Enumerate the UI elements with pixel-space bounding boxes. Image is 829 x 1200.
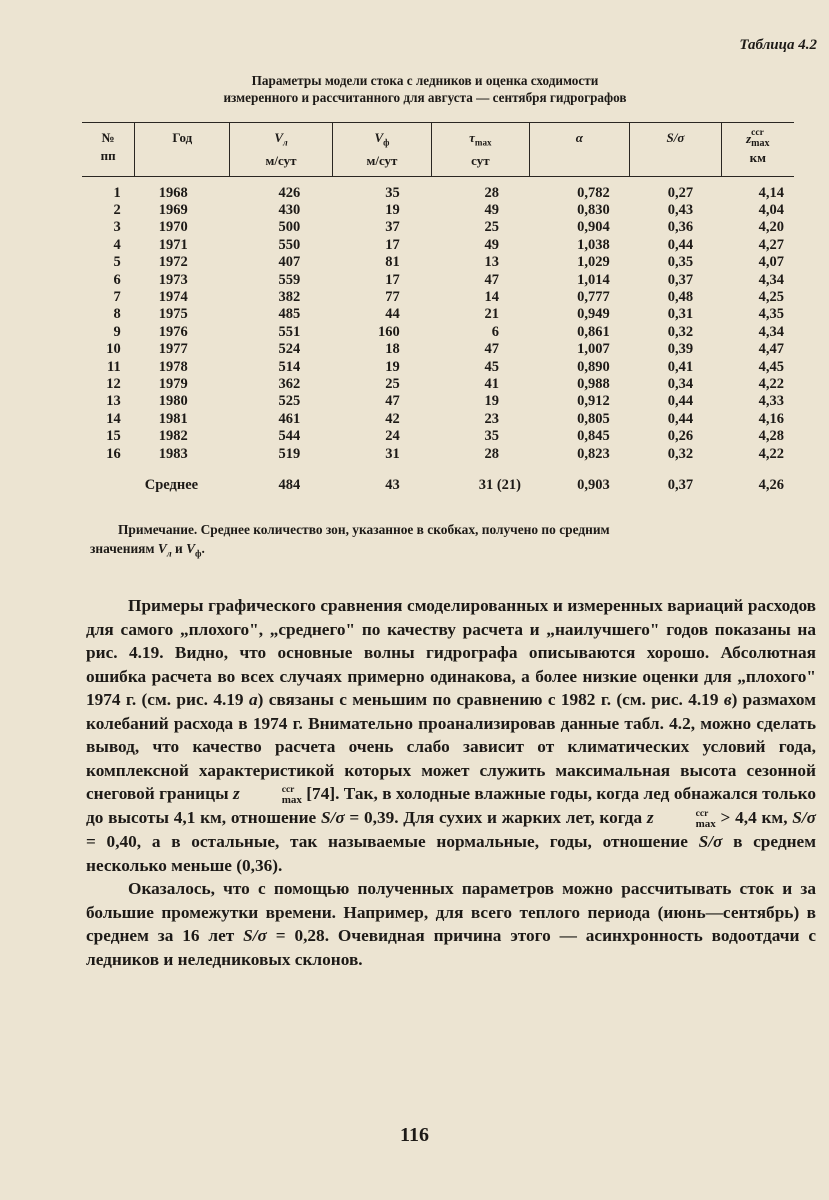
- cell-alpha: 0,890: [577, 358, 610, 375]
- cell-year: 1981: [158, 410, 188, 427]
- cell-year: 1980: [158, 393, 188, 410]
- cell-number: 3: [113, 219, 121, 236]
- cell-year: 1974: [158, 289, 188, 306]
- cell-tau-max: 47: [484, 341, 499, 358]
- table-body: [82, 176, 794, 494]
- cell-s-sigma: 0,26: [667, 428, 694, 445]
- cell-s-sigma: 0,44: [667, 393, 694, 410]
- cell-alpha: 0,830: [577, 202, 610, 218]
- cell-number: 16: [106, 445, 121, 462]
- cell-year: 1978: [158, 358, 188, 375]
- paragraph: Примеры графического сравнения смоделированных и измеренных вариаций расходов для самого „плохого", „среднего" по качеству расчета и „наилучшего" годов показаны на рис. 4.19. Видно, что основные волны гидрографа описываются хорошо. Абсолютная ошибка расчета во всех случаях примерно одинакова, а более низкие оценки для „плохого" 1974 г. (см. рис. 4.19 а) связаны с меньшим по сравнению с 1982 г. (см. рис. 4.19 в) размахом колебаний расхода в 1974 г. Внимательно проанализировав данные табл. 4.2, можно сделать вывод, что качество расчета очень слабо зависит от климатических условий года, комплексной характеристикой которых может служить максимальная высота сезонной снеговой границы z ccr max [74]. Так, в холодные влажные годы, когда лед обнажался только до высоты 4,1 км, отношение S/σ = 0,39. Для сухих и жарких лет, когда z ccr max > 4,4 км, S/σ = 0,40, а в остальные, так называемые нормальные, годы, отношение S/σ в среднем несколько меньше (0,36).: [86, 596, 817, 875]
- cell-alpha: 0,912: [577, 393, 610, 410]
- col-header-year: Год: [135, 123, 230, 177]
- cell-v-background: 35: [385, 184, 400, 201]
- cell-v-background: 47: [385, 393, 400, 410]
- cell-z-ccr-max: 4,34: [758, 271, 784, 288]
- avg-tau: 31 (21): [478, 477, 521, 494]
- cell-v-background: 17: [385, 236, 400, 253]
- cell-year: 1972: [158, 254, 188, 271]
- table-row: [82, 376, 794, 393]
- cell-number: 11: [107, 358, 121, 375]
- cell-z-ccr-max: 4,14: [758, 184, 784, 201]
- table-header-row: [82, 123, 794, 177]
- cell-tau-max: 41: [484, 376, 499, 393]
- cell-s-sigma: 0,35: [667, 254, 694, 271]
- cell-s-sigma: 0,36: [667, 219, 694, 236]
- table-row: [82, 324, 794, 341]
- cell-v-background: 17: [385, 271, 400, 288]
- ratio-symbol: S/σ: [243, 926, 267, 945]
- cell-v-glacier: 426: [278, 184, 301, 201]
- table-row: [82, 219, 794, 236]
- cell-v-glacier: 559: [278, 271, 301, 288]
- z-symbol: z: [646, 808, 654, 827]
- cell-tau-max: 19: [484, 393, 499, 410]
- cell-v-glacier: 461: [278, 410, 301, 427]
- cell-tau-max: 14: [484, 289, 499, 306]
- cell-v-background: 25: [385, 376, 400, 393]
- cell-number: 15: [106, 428, 121, 445]
- table-row: [82, 254, 794, 271]
- cell-alpha: 1,029: [577, 254, 610, 271]
- table-row: [82, 202, 794, 219]
- cell-year: 1973: [158, 271, 188, 288]
- cell-number: 7: [113, 289, 121, 306]
- cell-number: 13: [106, 393, 121, 410]
- cell-v-background: 19: [385, 358, 400, 375]
- cell-alpha: 0,845: [577, 428, 610, 445]
- cell-z-ccr-max: 4,35: [758, 306, 784, 323]
- cell-v-glacier: 362: [278, 376, 301, 393]
- paragraph: Оказалось, что с помощью полученных параметров можно рассчитывать сток и за большие промежутки времени. Например, для всего теплого периода (июнь—сентябрь) в среднем за 16 лет S/σ = 0,28. Очевидная причина этого — асинхронность водоотдачи с ледников и неледниковых склонов.: [86, 879, 816, 969]
- cell-s-sigma: 0,39: [667, 341, 694, 358]
- cell-tau-max: 35: [484, 428, 499, 445]
- cell-s-sigma: 0,31: [667, 306, 694, 323]
- cell-v-glacier: 551: [278, 323, 301, 340]
- body-text: [86, 594, 816, 971]
- cell-s-sigma: 0,34: [667, 376, 694, 393]
- col-header-z-ccr-max: z ccr max км: [721, 123, 794, 177]
- cell-s-sigma: 0,44: [667, 410, 694, 427]
- cell-z-ccr-max: 4,27: [758, 236, 784, 253]
- avg-alpha: 0,903: [577, 477, 610, 494]
- avg-vf: 43: [385, 477, 400, 494]
- cell-number: 2: [113, 202, 121, 218]
- avg-z: 4,26: [758, 477, 784, 494]
- cell-number: 10: [106, 341, 121, 358]
- cell-number: 8: [113, 306, 121, 323]
- cell-year: 1983: [158, 445, 188, 462]
- cell-s-sigma: 0,44: [667, 236, 694, 253]
- cell-year: 1975: [158, 306, 188, 323]
- table-row: [82, 428, 794, 445]
- cell-number: 4: [113, 236, 121, 253]
- ratio-symbol: S/σ: [698, 832, 723, 851]
- cell-alpha: 0,805: [577, 410, 610, 427]
- table-row: [82, 411, 794, 428]
- cell-z-ccr-max: 4,34: [758, 323, 784, 340]
- cell-v-background: 77: [385, 289, 400, 306]
- cell-alpha: 0,904: [577, 219, 610, 236]
- cell-alpha: 0,777: [577, 289, 610, 306]
- cell-v-background: 24: [385, 428, 400, 445]
- table-average-row: [82, 463, 794, 494]
- table-row: [82, 446, 794, 463]
- cell-s-sigma: 0,43: [667, 202, 694, 218]
- cell-number: 6: [113, 271, 121, 288]
- col-header-v-background: $V_ф$ м/сут: [332, 123, 432, 177]
- cell-v-background: 31: [385, 445, 400, 462]
- cell-alpha: 0,988: [577, 376, 610, 393]
- cell-z-ccr-max: 4,22: [758, 445, 784, 462]
- table-row: [82, 289, 794, 306]
- col-header-v-glacier: $V_л$ м/сут: [230, 123, 332, 177]
- note-line: Примечание. Среднее количество зон, указанное в скобках, получено по средним: [118, 522, 610, 537]
- cell-v-glacier: 519: [278, 445, 301, 462]
- cell-alpha: 0,861: [577, 323, 610, 340]
- cell-z-ccr-max: 4,20: [758, 219, 784, 236]
- cell-alpha: 1,007: [577, 341, 610, 358]
- avg-s-sigma: 0,37: [667, 477, 694, 494]
- cell-s-sigma: 0,37: [667, 271, 694, 288]
- cell-v-glacier: 382: [278, 289, 301, 306]
- cell-year: 1977: [158, 341, 188, 358]
- cell-z-ccr-max: 4,33: [758, 393, 784, 410]
- cell-year: 1969: [158, 202, 188, 218]
- cell-number: 14: [106, 410, 121, 427]
- cell-s-sigma: 0,32: [667, 323, 694, 340]
- cell-tau-max: 21: [484, 306, 499, 323]
- col-header-s-sigma: S/σ: [630, 123, 721, 177]
- cell-tau-max: 45: [484, 358, 499, 375]
- cell-alpha: 0,782: [577, 184, 610, 201]
- cell-v-glacier: 514: [278, 358, 301, 375]
- table-row: [82, 393, 794, 410]
- cell-v-glacier: 500: [278, 219, 301, 236]
- cell-v-background: 160: [377, 323, 400, 340]
- cell-z-ccr-max: 4,04: [758, 202, 784, 218]
- ratio-symbol: S/σ: [792, 808, 816, 827]
- cell-year: 1968: [158, 184, 188, 201]
- caption-line: измеренного и рассчитанного для августа — сентября гидрографов: [223, 90, 627, 105]
- cell-z-ccr-max: 4,45: [758, 358, 784, 375]
- cell-v-glacier: 550: [278, 236, 301, 253]
- cell-year: 1970: [158, 219, 188, 236]
- table-caption: [80, 72, 770, 106]
- avg-label: Среднее: [144, 477, 199, 494]
- col-header-alpha: α: [529, 123, 630, 177]
- cell-v-background: 18: [385, 341, 400, 358]
- cell-number: 5: [113, 254, 121, 271]
- cell-number: 9: [113, 323, 121, 340]
- cell-number: 1: [113, 184, 121, 201]
- cell-tau-max: 47: [484, 271, 499, 288]
- cell-year: 1976: [158, 323, 188, 340]
- cell-alpha: 1,014: [577, 271, 610, 288]
- cell-s-sigma: 0,32: [667, 445, 694, 462]
- note-line: значениям $V_л$ и $V_ф$.: [90, 541, 205, 560]
- cell-tau-max: 23: [484, 410, 499, 427]
- cell-z-ccr-max: 4,28: [758, 428, 784, 445]
- col-header-tau-max: $\tau_{max}$ сут: [432, 123, 529, 177]
- cell-s-sigma: 0,27: [667, 184, 694, 201]
- cell-z-ccr-max: 4,07: [758, 254, 784, 271]
- table-row: [82, 341, 794, 358]
- cell-v-background: 37: [385, 219, 400, 236]
- cell-v-glacier: 430: [278, 202, 301, 218]
- page-number: 116: [400, 1124, 429, 1146]
- table-number: Таблица 4.2: [739, 37, 817, 53]
- cell-z-ccr-max: 4,22: [758, 376, 784, 393]
- cell-v-glacier: 544: [278, 428, 301, 445]
- cell-v-glacier: 485: [278, 306, 301, 323]
- cell-z-ccr-max: 4,25: [758, 289, 784, 306]
- cell-alpha: 0,823: [577, 445, 610, 462]
- cell-z-ccr-max: 4,47: [758, 341, 784, 358]
- cell-tau-max: 28: [484, 445, 499, 462]
- avg-empty: [82, 463, 135, 494]
- cell-z-ccr-max: 4,16: [758, 410, 784, 427]
- cell-tau-max: 49: [484, 202, 499, 218]
- cell-s-sigma: 0,41: [667, 358, 694, 375]
- cell-tau-max: 6: [491, 323, 499, 340]
- cell-tau-max: 49: [484, 236, 499, 253]
- cell-tau-max: 13: [484, 254, 499, 271]
- caption-line: Параметры модели стока с ледников и оценка сходимости: [251, 73, 599, 88]
- cell-v-background: 81: [385, 254, 400, 271]
- cell-s-sigma: 0,48: [667, 289, 694, 306]
- cell-alpha: 1,038: [577, 236, 610, 253]
- parameters-table: [82, 122, 794, 495]
- cell-year: 1979: [158, 376, 188, 393]
- cell-v-background: 42: [385, 410, 400, 427]
- cell-v-glacier: 525: [278, 393, 301, 410]
- cell-v-glacier: 407: [278, 254, 301, 271]
- table-row: [82, 359, 794, 376]
- cell-v-glacier: 524: [278, 341, 301, 358]
- z-symbol: z: [233, 784, 240, 803]
- cell-tau-max: 28: [484, 184, 499, 201]
- cell-v-background: 44: [385, 306, 400, 323]
- cell-alpha: 0,949: [577, 306, 610, 323]
- cell-number: 12: [106, 376, 121, 393]
- table-row: [82, 272, 794, 289]
- cell-tau-max: 25: [484, 219, 499, 236]
- table-row: [82, 237, 794, 254]
- table-row: [82, 176, 794, 202]
- cell-v-background: 19: [385, 202, 400, 218]
- avg-vl: 484: [278, 477, 301, 494]
- cell-year: 1971: [158, 236, 188, 253]
- table-note: [90, 520, 824, 565]
- ratio-symbol: S/σ: [320, 808, 345, 827]
- table-row: [82, 306, 794, 323]
- cell-year: 1982: [158, 428, 188, 445]
- col-header-number: № пп: [82, 123, 135, 177]
